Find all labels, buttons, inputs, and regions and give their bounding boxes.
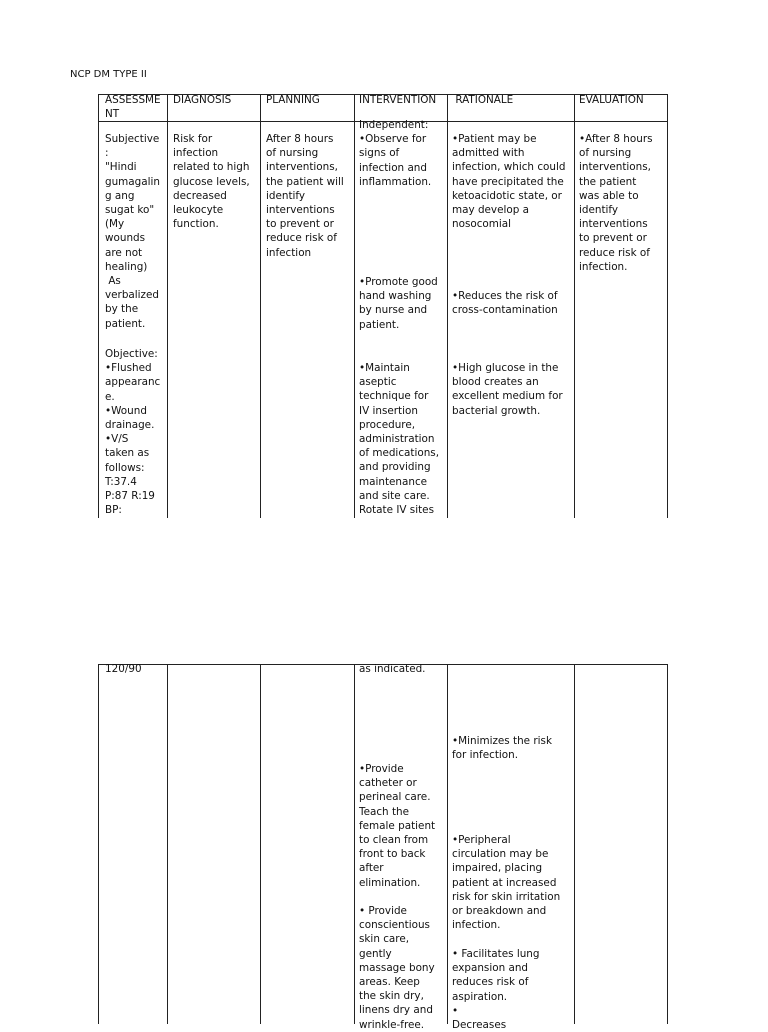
column-border [167,664,168,1024]
column-border [98,94,99,518]
column-border [667,94,668,518]
assessment-subjective: Subjective : "Hindi gumagalin g ang sugat ko" (My wounds are not healing) As verbalized by the patient. [105,133,160,330]
header-intervention: INTERVENTION [359,94,437,106]
header-planning: PLANNING [266,94,320,106]
rationale-admitted-infection: •Patient may be admitted with infection, which could have precipitated the ketoacidotic state, or may develop a nosocomial [452,133,566,231]
column-border [574,94,575,518]
diagnosis-text: Risk for infection related to high glucose levels, decreased leukocyte function. [173,133,250,231]
care-plan-table-page-2 [98,663,668,1032]
header-diagnosis: DIAGNOSIS [173,94,232,106]
care-plan-table-page-1 [98,94,668,518]
header-evaluation: EVALUATION [579,94,644,106]
header-assessment: ASSESSME NT [105,94,161,121]
assessment-bp-continued: 120/90 [105,663,142,675]
intervention-hand-washing: •Promote good hand washing by nurse and patient. [359,276,438,331]
column-border [447,94,448,518]
planning-text: After 8 hours of nursing interventions, the patient will identify interventions to prevent or reduce risk of infection [266,133,344,259]
rationale-peripheral-circulation: •Peripheral circulation may be impaired, placing patient at increased risk for skin irritation or breakdown and infection. [452,834,561,932]
header-rationale: RATIONALE [452,94,514,106]
intervention-skin-care: • Provide conscientious skin care, gently massage bony areas. Keep the skin dry, linens dry and wrinkle-free. [359,905,435,1031]
rationale-minimizes-risk: •Minimizes the risk for infection. [452,735,552,762]
intervention-continued: as indicated. [359,663,426,675]
column-border [354,94,355,518]
intervention-aseptic-technique: •Maintain aseptic technique for IV insertion procedure, administration of medications, and providing maintenance and site care. Rotate IV sites [359,362,440,517]
document-title: NCP DM TYPE II [70,69,147,80]
rationale-high-glucose: •High glucose in the blood creates an excellent medium for bacterial growth. [452,362,563,417]
rationale-cross-contamination: •Reduces the risk of cross-contamination [452,290,558,317]
intervention-catheter-care: •Provide catheter or perineal care. Teach the female patient to clean from front to back after elimination. [359,763,436,889]
column-border [667,664,668,1024]
column-border [98,664,99,1024]
evaluation-text: •After 8 hours of nursing interventions, the patient was able to identify interventions to prevent or reduce risk of infection. [579,133,653,273]
column-border [574,664,575,1024]
column-border [447,664,448,1024]
column-border [167,94,168,518]
intervention-observe: Independent: •Observe for signs of infection and inflammation. [359,119,432,188]
assessment-objective: Objective: •Flushed appearanc e. •Wound drainage. •V/S taken as follows: T:37.4 P:87 R:19 BP: [105,348,161,517]
rationale-lung-expansion: • Facilitates lung expansion and reduces risk of aspiration. • Decreases [452,948,540,1032]
column-border [260,664,261,1024]
column-border [354,664,355,1024]
